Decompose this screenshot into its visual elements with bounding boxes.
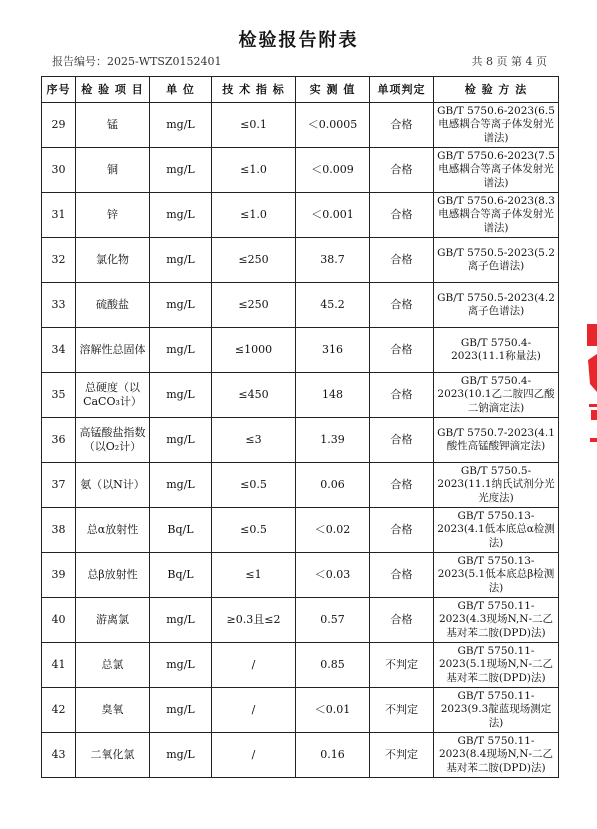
stamp-fragment [591,410,597,420]
technical-spec: ≤1000 [212,328,296,373]
column-header: 单项判定 [370,77,434,103]
stamp-fragment [589,404,597,407]
measured-value: 148 [296,373,370,418]
measured-value: ＜0.009 [296,148,370,193]
test-item: 高锰酸盐指数（以O₂计） [76,418,150,463]
test-item: 氯化物 [76,238,150,283]
test-method: GB/T 5750.11-2023(5.1现场N,N-二乙基对苯二胺(DPD)法) [434,643,559,688]
measured-value: 0.16 [296,733,370,778]
table-header-row [42,77,559,103]
technical-spec: ≤0.5 [212,463,296,508]
results-table [41,76,559,778]
judgement: 合格 [370,103,434,148]
stamp-fragment [590,438,597,442]
test-method: GB/T 5750.11-2023(4.3现场N,N-二乙基对苯二胺(DPD)法) [434,598,559,643]
test-method: GB/T 5750.5-2023(5.2离子色谱法) [434,238,559,283]
technical-spec: / [212,643,296,688]
technical-spec: ≥0.3且≤2 [212,598,296,643]
test-item: 铜 [76,148,150,193]
unit: mg/L [150,418,212,463]
technical-spec: / [212,688,296,733]
row-number: 40 [42,598,76,643]
unit: mg/L [150,373,212,418]
row-number: 38 [42,508,76,553]
judgement: 合格 [370,508,434,553]
column-header: 检 验 项 目 [76,77,150,103]
table-row [42,283,559,328]
test-item: 游离氯 [76,598,150,643]
test-item: 总β放射性 [76,553,150,598]
unit: mg/L [150,598,212,643]
table-row [42,328,559,373]
test-item: 溶解性总固体 [76,328,150,373]
measured-value: ＜0.0005 [296,103,370,148]
test-item: 硫酸盐 [76,283,150,328]
table-row [42,553,559,598]
unit: mg/L [150,283,212,328]
measured-value: ＜0.01 [296,688,370,733]
stamp-fragment [587,324,597,346]
judgement: 合格 [370,598,434,643]
test-item: 锌 [76,193,150,238]
row-number: 34 [42,328,76,373]
table-row [42,598,559,643]
row-number: 36 [42,418,76,463]
judgement: 合格 [370,283,434,328]
measured-value: ＜0.001 [296,193,370,238]
table-row [42,238,559,283]
technical-spec: ≤450 [212,373,296,418]
unit: mg/L [150,463,212,508]
measured-value: ＜0.03 [296,553,370,598]
row-number: 35 [42,373,76,418]
row-number: 39 [42,553,76,598]
row-number: 31 [42,193,76,238]
column-header: 序号 [42,77,76,103]
row-number: 32 [42,238,76,283]
test-method: GB/T 5750.6-2023(7.5电感耦合等离子体发射光谱法) [434,148,559,193]
technical-spec: ≤1 [212,553,296,598]
row-number: 41 [42,643,76,688]
row-number: 30 [42,148,76,193]
table-row [42,103,559,148]
table-row [42,508,559,553]
technical-spec: ≤3 [212,418,296,463]
row-number: 37 [42,463,76,508]
table-row [42,643,559,688]
row-number: 29 [42,103,76,148]
page-title: 检验报告附表 [238,30,359,51]
measured-value: 0.06 [296,463,370,508]
test-method: GB/T 5750.4-2023(11.1称量法) [434,328,559,373]
page-info: 共 8 页 第 4 页 [471,55,547,68]
test-method: GB/T 5750.6-2023(6.5电感耦合等离子体发射光谱法) [434,103,559,148]
measured-value: 0.85 [296,643,370,688]
judgement: 合格 [370,553,434,598]
unit: Bq/L [150,508,212,553]
test-item: 总α放射性 [76,508,150,553]
report-number: 报告编号：2025-WTSZ0152401 [52,55,222,68]
unit: mg/L [150,643,212,688]
judgement: 不判定 [370,733,434,778]
unit: mg/L [150,688,212,733]
technical-spec: / [212,733,296,778]
row-number: 43 [42,733,76,778]
judgement: 不判定 [370,688,434,733]
technical-spec: ≤250 [212,283,296,328]
test-item: 氨（以N计） [76,463,150,508]
stamp-fragment [588,354,597,392]
table-row [42,463,559,508]
row-number: 33 [42,283,76,328]
test-method: GB/T 5750.11-2023(9.3靛蓝现场测定法) [434,688,559,733]
judgement: 不判定 [370,643,434,688]
technical-spec: ≤1.0 [212,193,296,238]
test-method: GB/T 5750.11-2023(8.4现场N,N-二乙基对苯二胺(DPD)法) [434,733,559,778]
test-item: 总氯 [76,643,150,688]
measured-value: 45.2 [296,283,370,328]
measured-value: ＜0.02 [296,508,370,553]
judgement: 合格 [370,463,434,508]
test-method: GB/T 5750.5-2023(11.1纳氏试剂分光光度法) [434,463,559,508]
test-item: 臭氧 [76,688,150,733]
unit: mg/L [150,103,212,148]
unit: Bq/L [150,553,212,598]
table-row [42,733,559,778]
unit: mg/L [150,148,212,193]
column-header: 实 测 值 [296,77,370,103]
table-row [42,418,559,463]
table-row [42,373,559,418]
measured-value: 1.39 [296,418,370,463]
technical-spec: ≤1.0 [212,148,296,193]
technical-spec: ≤0.1 [212,103,296,148]
technical-spec: ≤0.5 [212,508,296,553]
unit: mg/L [150,193,212,238]
unit: mg/L [150,733,212,778]
unit: mg/L [150,238,212,283]
column-header: 检 验 方 法 [434,77,559,103]
test-item: 总硬度（以CaCO₃计） [76,373,150,418]
red-seal-stamp [586,318,597,446]
judgement: 合格 [370,238,434,283]
table-row [42,148,559,193]
technical-spec: ≤250 [212,238,296,283]
judgement: 合格 [370,193,434,238]
table-row [42,688,559,733]
measured-value: 38.7 [296,238,370,283]
measured-value: 0.57 [296,598,370,643]
judgement: 合格 [370,418,434,463]
judgement: 合格 [370,328,434,373]
test-method: GB/T 5750.13-2023(5.1低本底总β检测法) [434,553,559,598]
row-number: 42 [42,688,76,733]
judgement: 合格 [370,373,434,418]
unit: mg/L [150,328,212,373]
column-header: 单 位 [150,77,212,103]
measured-value: 316 [296,328,370,373]
test-method: GB/T 5750.4-2023(10.1乙二胺四乙酸二钠滴定法) [434,373,559,418]
test-method: GB/T 5750.7-2023(4.1酸性高锰酸钾滴定法) [434,418,559,463]
column-header: 技 术 指 标 [212,77,296,103]
test-item: 二氧化氯 [76,733,150,778]
test-method: GB/T 5750.6-2023(8.3电感耦合等离子体发射光谱法) [434,193,559,238]
judgement: 合格 [370,148,434,193]
test-method: GB/T 5750.5-2023(4.2离子色谱法) [434,283,559,328]
test-item: 锰 [76,103,150,148]
table-row [42,193,559,238]
test-method: GB/T 5750.13-2023(4.1低本底总α检测法) [434,508,559,553]
